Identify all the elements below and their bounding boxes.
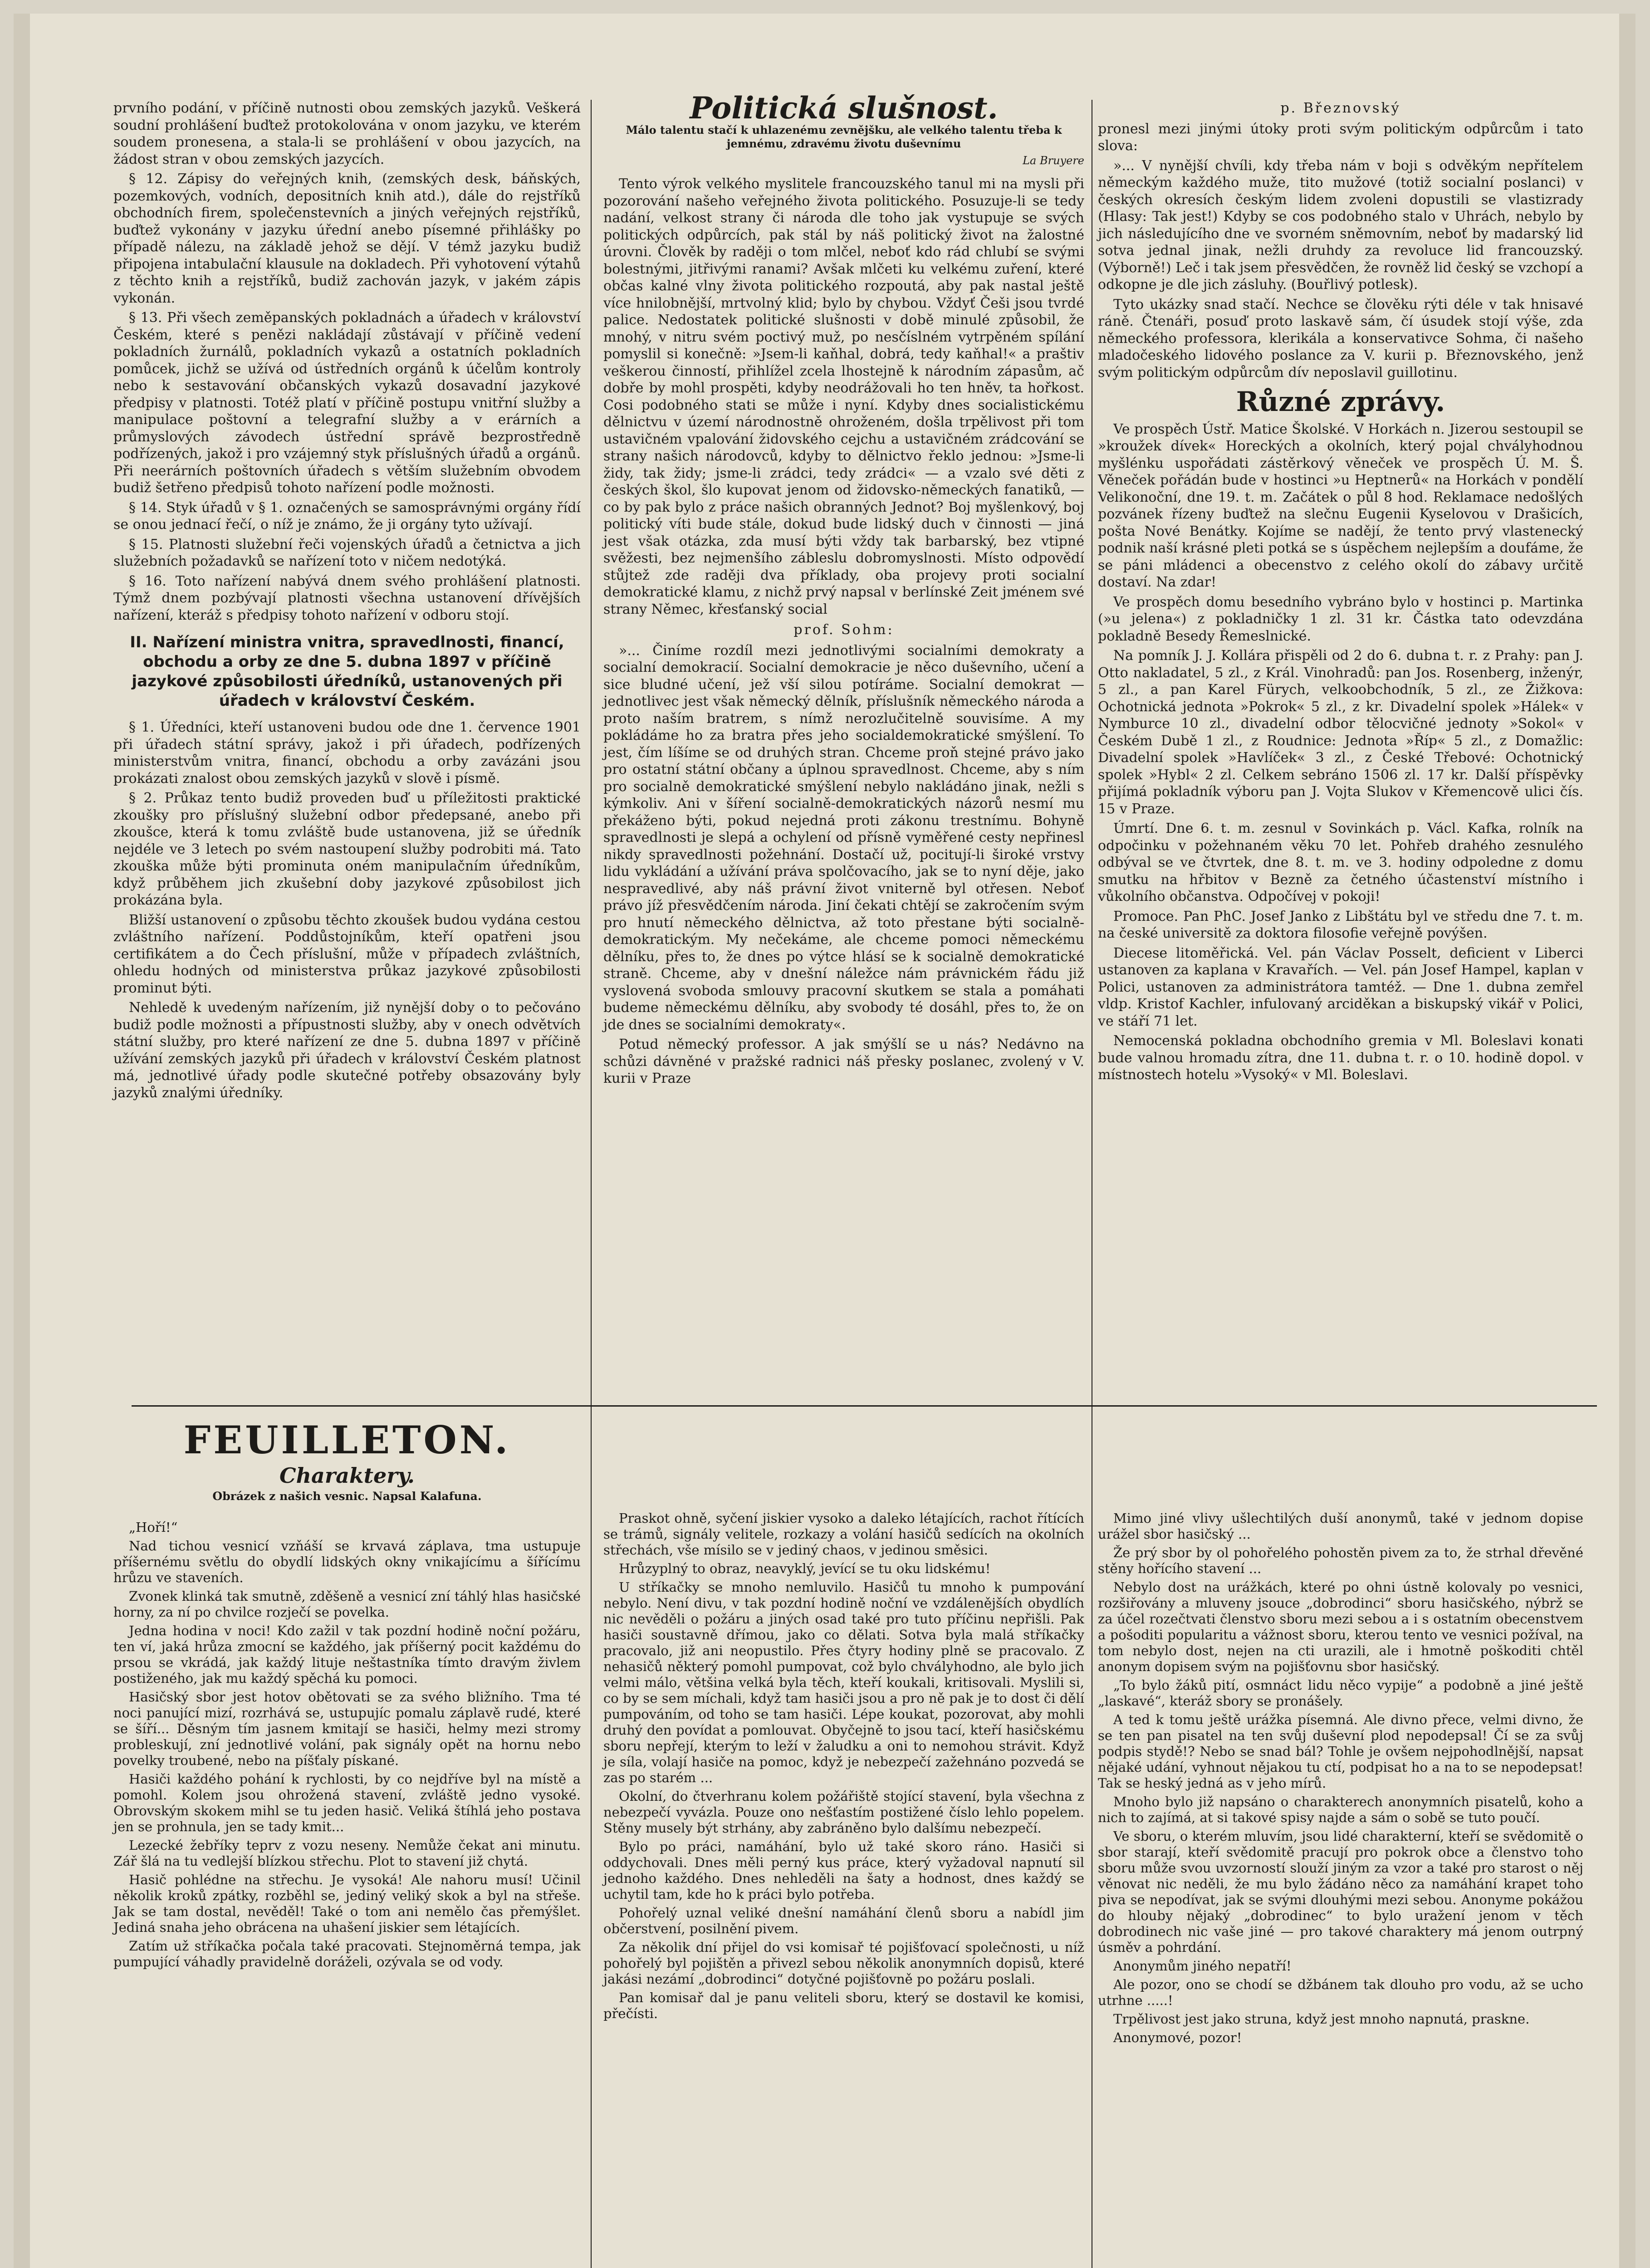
paragraph: § 16. Toto nařízení nabývá dnem svého prohlášení platnosti. Týmž dnem pozbývají platnosti všechna ustanovení dřívějších nařízení, kteráž s předpisy tohoto nařízení v odboru stojí.	[113, 573, 581, 623]
paragraph: Potud německý professor. A jak smýšlí se u nás? Nedávno na schůzi dávněné v pražské radnici náš přesky poslanec, zvolený v V. kurii v Praze	[603, 1036, 1084, 1086]
paragraph: Hasič pohlédne na střechu. Je vysoká! Ale nahoru musí! Učinil několik kroků zpátky, rozběhl se, jediný veliký skok a byl na střeše. Jak se tam dostal, nevěděl! Také o tom ani nemělo čas přemýšlet. Jediná snaha jeho obrácena na uhašení jiskier sem létajících.	[113, 1872, 581, 1935]
quoted-author: p. Březnovský	[1280, 100, 1401, 116]
paragraph: pronesl mezi jinými útoky proti svým politickým odpůrcům i tato slova:	[1098, 121, 1583, 154]
paragraph: § 12. Zápisy do veřejných knih, (zemských desk, báňských, pozemkových, vodních, depositních knih atd.), dále do rejstříků obchodních firem, společenstevních a jiných veřejných rejstříků, buďtež vykonány v jazyku úřední anebo písemné přihlášky po případě nálezu, na základě jehož se dějí. V témž jazyku budiž připojena intabulační klausule na dokladech. Při vyhotovení výtahů z těchto knih a rejstříků, budiž zachován jazyk, v jakém zápis vykonán.	[113, 171, 581, 306]
paragraph: Bylo po práci, namáhání, bylo už také skoro ráno. Hasiči si oddychovali. Dnes měli perný kus práce, který vyžadoval napnutí sil jednoho každého. Dnes nehleděli na šaty a hodnost, dnes každý se uchytil tam, kde ho k práci bylo potřeba.	[603, 1839, 1084, 1902]
paragraph: Pohořelý uznal veliké dnešní namáhání členů sboru a nabídl jim občerstvení, posilnění pivem.	[603, 1905, 1084, 1936]
paragraph: § 2. Průkaz tento budiž proveden buď u příležitosti praktické zkoušky pro příslušný služební odbor předepsané, anebo při zkoušce, která k tomu zvláště bude ustanovena, již se úředník nejdéle ve 3 letech po svém nastoupení služby podrobiti má. Tato zkouška může býti prominuta oném manipulačním úředníkům, když průběhem jich zkušební doby jazykové způsobilost jich prokázána byla.	[113, 790, 581, 908]
epigraph: Málo talentu stačí k uhlazenému zevnějšku, ale velkého talentu třeba k jemnému, zdravému životu duševnímu	[626, 123, 1062, 150]
paragraph: Anonymové, pozor!	[1113, 2030, 1242, 2045]
paragraph: Lezecké žebříky teprv z vozu neseny. Nemůže čekat ani minutu. Zář šlá na tu vedlejší blízkou střechu. Plot to stavení již chytá.	[113, 1838, 581, 1869]
paragraph: Praskot ohně, syčení jiskier vysoko a daleko létajících, rachot řítících se trámů, signály velitele, rozkazy a volání hasičů sedících na okolních střechách, vše mísilo se v jediný chaos, v jedinou směsici.	[603, 1510, 1084, 1558]
paragraph: »... Činíme rozdíl mezi jednotlivými socialními demokraty a socialní demokracií. Socialní demokracie je něco duševního, učení a sice bludné učení, jež vší silou potíráme. Socialní demokrat — jednotlivec jest však německý dělník, příslušník německého národa a proto naším bratrem, s nímž nerozlučitelně souvisíme. A my pokládáme ho za bratra přes jeho socialdemokratické smýšlení. To jest, čím líšíme se od druhých stran. Chceme proň stejné právo jako pro ostatní státní občany a úplnou spravedlnost. Chceme, aby s ním pro socialně demokratické smýšlení nebylo nakládáno jinak, nežli s kýmkoliv. Ani v šíření socialně-demokratických názorů nesmí mu překáženo býti, pokud nejedná proti zákonu trestnímu. Bohyně spravedlnosti je slepá a ochylení od přísně vyměřené cesty nepřinesl nikdy spravedlnosti požehnání. Dostačí už, pocitují-li široké vrstvy lidu vykládání a užívání práva spolčovacího, jak se to nyní děje, jako nespravedlivé, aby náš právní život vniterně byl otřesen. Neboť právo jíž přesvědčením národa. Jiní čekati chtějí se zakročením svým pro hnutí německého dělnictva, až toto přestane býti socialně-demokratickým. My nečekáme, ale chceme pomoci německému dělníku, přes to, že dnes po výtce hlásí se k socialně demokratické straně. Chceme, aby v dnešní náležce nám právnickém řádu již vyslovená svoboda smlouvy pracovní skutkem se stala a pomáhati budeme německému dělníku, aby svobody té dosáhl, přes to, že on jde dnes se socialními demokraty«.	[603, 642, 1084, 1033]
epigraph-author: La Bruyere	[1023, 154, 1084, 167]
paragraph: Za několik dní přijel do vsi komisař té pojišťovací společnosti, u níž pohořelý byl pojištěn a přivezl sebou několik anonymních dopisů, které jakási nezámí „dobrodinci“ dotyčné pojišťovně po požáru poslali.	[603, 1940, 1084, 1987]
news-section-title: Různé zprávy.	[1236, 386, 1445, 418]
news-item: Diecese litoměřická. Vel. pán Václav Posselt, deficient v Liberci ustanoven za kaplana v Kravařích. — Vel. pán Josef Hampel, kaplan v Polici, ustanoven za administrátora tamtéž. — Dne 1. dubna zemřel vldp. Kristof Kachler, infulovaný arciděkan a biskupský vikář v Polici, ve stáří 71 let.	[1098, 945, 1583, 1029]
paragraph: Ale pozor, ono se chodí se džbánem tak dlouho pro vodu, až se ucho utrhne .....!	[1098, 1977, 1583, 2008]
column-rule-1	[591, 100, 592, 2268]
decree-title: II. Nařízení ministra vnitra, spravedlnosti, financí, obchodu a orby ze dne 5. dubna 1897 v příčině jazykové způsobilosti úředníků, ustanovených při úřadech v království Českém.	[130, 633, 564, 710]
quoted-author: prof. Sohm:	[793, 622, 894, 638]
paragraph: A ted k tomu ještě urážka písemná. Ale divno přece, velmi divno, že se ten pan pisatel na ten svůj duševní plod nepodepsal! Čí se za svůj podpis stydě!? Nebo se snad bál? Tohle je ovšem nejpohodlnější, napsat nějaké udání, vyhnout nějakou tu ctí, podpisat ho a na to se nepodepsat! Tak se heský jedná as v jeho mírů.	[1098, 1712, 1583, 1791]
feuilleton-header	[113, 1418, 581, 1503]
paragraph: Pan komisař dal je panu veliteli sboru, který se dostavil ke komisi, přečísti.	[603, 1990, 1084, 2021]
column-3	[1098, 100, 1583, 1086]
paragraph: Mimo jiné vlivy ušlechtilých duší anonymů, také v jednom dopise urážel sbor hasičský ...	[1098, 1510, 1583, 1542]
article-title: Politická slušnost.	[690, 90, 998, 126]
news-item: Na pomník J. J. Kollára přispěli od 2 do 6. dubna t. r. z Prahy: pan J. Otto nakladatel, 5 zl., z Král. Vinohradů: pan Jos. Rosenberg, inženýr, 5 zl., a pan Karel Fürych, velkoobchodník, 5 zl., ze Žižkova: Ochotnická jednota »Pokrok« 5 zl., z kr. Divadelní spolek »Hálek« v Nymburce 10 zl., divadelní odbor tělocvičné jednoty »Sokol« v Českém Dubě 1 zl., z Roudnice: Jednota »Říp« 5 zl., z Domažlic: Divadelní spolek »Havlíček« 3 zl., z České Třebové: Ochotnický spolek »Hybl« 2 zl. Celkem sebráno 1506 zl. 17 kr. Další příspěvky přijímá pokladník výboru pan J. Vojta Slukov v Křemencově ulici čís. 15 v Praze.	[1098, 648, 1583, 817]
column-2	[603, 90, 1084, 1090]
paragraph: Nebylo dost na urážkách, které po ohni ústně kolovaly po vesnici, rozšiřovány a mluveny jsouce „dobrodinci“ sboru hasičského, nýbrž se za účel rozečtvati členstvo sboru mezi sebou a i s ostatním obecenstvem a pošoditi popularitu a vážnost sboru, kterou tento ve vesnici požíval, na tom nebylo dost, nejen na cti urazili, ale i hmotně poškoditi chtěl anonym dopisem svým na pojišťovnu sbor hasičský.	[1098, 1579, 1583, 1674]
news-item: Úmrtí. Dne 6. t. m. zesnul v Sovinkách p. Václ. Kafka, rolník na odpočinku v požehnaném věku 70 let. Pohřeb drahého zesnulého odbýval se ve čtvrtek, dne 8. t. m. ve 3. hodiny odpoledne z domu smutku na hřbitov v Bezně za četného účastenství místního i vůkolního občanstva. Odpočívej v pokoji!	[1098, 821, 1583, 904]
column-1	[113, 100, 581, 1104]
feuilleton-column-1	[113, 1520, 581, 1973]
news-item: Nemocenská pokladna obchodního gremia v Ml. Boleslavi konati bude valnou hromadu zítra, dne 11. dubna t. r. o 10. hodině dopol. v místnostech hotelu »Vysoký« v Ml. Boleslavi.	[1098, 1033, 1583, 1083]
paragraph: § 14. Styk úřadů v § 1. označených se samosprávnými orgány řídí se onou jednací řečí, o níž je známo, že ji orgány tyto užívají.	[113, 499, 581, 533]
paragraph: Že prý sbor by ol pohořelého pohostěn pivem za to, že strhal dřevěné stěny hořícího stavení ...	[1098, 1545, 1583, 1576]
feuilleton-byline: Obrázek z našich vesnic. Napsal Kalafuna.	[212, 1490, 482, 1503]
paragraph: „Hoří!“	[129, 1520, 178, 1535]
scan-edge-left	[14, 14, 30, 2268]
paragraph: Hasičský sbor jest hotov obětovati se za svého bližního. Tma té noci panující mizí, rozrhává se, ustupujíc pomalu záplavě rudé, které se šíří... Děsným tím jasnem kmitají se hasiči, helmy mezi stromy probleskují, zní jednotlivé volání, pak signály opět na hornu nebo povelky troubené, nebo na píšťaly pískané.	[113, 1689, 581, 1768]
paragraph: Ve sboru, o kterém mluvím, jsou lidé charakterní, kteří se svědomitě o sbor starají, kteří svědomitě pracují pro pokrok obce a členstvo toho sboru může svou uvzorností slouží jiným za vzor a také pro starost o něj věnovat nic neděli, že mu bylo žádáno něco za namáhání krapet toho piva se nepodívat, jak se svými dlouhými mezi sebou. Anonyme pokážou do hlouby nějaký „dobrodinec“ to bylo uražení jenom v těch dobrodinech nic vaše jiné — pro takové charaktery má jenom outrpný úsměv a pohrdání.	[1098, 1828, 1583, 1955]
feuilleton-rule	[132, 1405, 1597, 1407]
paragraph: Zatím už stříkačka počala také pracovati. Stejnoměrná tempa, jak pumpující váhadly pravidelně doráželi, ozývala se od vody.	[113, 1938, 581, 1970]
news-item: Promoce. Pan PhC. Josef Janko z Libštátu byl ve středu dne 7. t. m. na české universitě za doktora filosofie veřejně povýšen.	[1098, 908, 1583, 941]
news-item: Ve prospěch Ústř. Matice Školské. V Horkách n. Jizerou sestoupil se »kroužek dívek« Horeckých a okolních, který pojal chvályhodnou myšlénku uspořádati zástěrkový věneček ve prospěch Ú. M. Š. Věneček pořádán bude v hostinci »u Heptnerů« na Horkách v pondělí Velikonoční, dne 19. t. m. Začátek o půl 8 hod. Reklamace nedošlých pozvánek řízeny buďtež na slečnu Eugenii Kyselovou v Drašicích, pošta Nové Benátky. Kojíme se nadějí, že tento prvý vlastenecký podnik naší krásné pleti potká se s úspěchem nejlepším a doufáme, že se páni mládenci a obecenstvo z celého okolí do zábavy určitě dostaví. Na zdar!	[1098, 421, 1583, 590]
news-item: Ve prospěch domu besedního vybráno bylo v hostinci p. Martinka (»u jelena«) z pokladničky 1 zl. 31 kr. Částka tato odevzdána pokladně Besedy Řemeslnické.	[1098, 594, 1583, 644]
paragraph: Tento výrok velkého myslitele francouzského tanul mi na mysli při pozorování našeho veřejného života politického. Posuzuje-li se tedy nadání, velkost strany či národa dle toho jak vystupuje se svých politických odpůrcích, pak stál by náš politický život na žalostné úrovni. Člověk by raději o tom mlčel, neboť kdo rád chlubí se svými bolestnými, jitřivými ranami? Avšak mlčeti ku velkému zuření, které občas kalné vlny života politického rozpoutá, aby pak nastal ještě více hnilobnější, mrtvolný klid; bylo by chybou. Vždyť Češi jsou tvrdé palice. Nedostatek politické slušnosti v době minulé způsobil, že mnohý, v nitru svém poctivý muž, po nesčíslném vytrpěném spílání pomyslil si konečně: »Jsem-li kaňhal, dobrá, tedy kaňhal!« a praštiv veškerou činností, přihlížel zcela lhostejně k národním zápasům, ač dobře by mohl prospěti, kdyby neodrážovali ho ten hněv, ta hořkost. Cosi podobného stati se může i nyní. Kdyby dnes socialistickému dělnictvu v území národnostně ohroženém, došla trpělivost při tom ustavičném vpalování židovského cejchu a ustavičném zrádcování se strany našich národovců, kdyby to dělnictvo řeklo jednou: »Jsme-li židy, tak židy; jsme-li zrádci, tedy zrádci« — a vzalo své děti z českých škol, šlo kupovat jenom od židovsko-německých fanatiků, — co by pak bylo z práce našich obranných Jednot? Boj myšlenkový, boj politický víti bude stále, dokud bude lidský duch v činnosti — jiná jest však otázka, zda musí býti vždy tak barbarský, bez vtipné svěžesti, bez nejmenšího zábleslu dobromyslnosti. Místo odpovědí stůjtež zde raději dva příklady, oba projevy proti socialní demokratické klamu, z nichž prvý napsal v berlínské Zeit jménem své strany Němec, křesťanský social	[603, 176, 1084, 617]
paragraph: Hrůzyplný to obraz, neavyklý, jevící se tu oku lidskému!	[619, 1561, 991, 1576]
paragraph: U stříkačky se mnoho nemluvilo. Hasičů tu mnoho k pumpování nebylo. Není divu, v tak pozdní hodině noční ve vzdálenějších obydlích nic nevěděli o požáru a jiných osad také pro tuto příčinu nepřišli. Pak hasiči soustavně dřímou, jako co dělati. Sotva byla malá stříkačky pracovalo, již ani neopustilo. Přes čtyry hodiny plně se pracovalo. Z nehasičů některý pomohl pumpovat, což bylo chvályhodno, ale bylo jich velmi málo, většina velká byla těch, kteří koukali, kritisovali. Myslili si, co by se sem míchali, když tam hasiči jsou a pro ně pak je to dost či dělí pumpováním, od toho se tam hasiči. Lépe koukat, pozorovat, aby mohli druhý den povídat a pomlouvat. Obyčejně to jsou tací, kteří hasičskému sboru nepřejí, kterým to leží v žaludku a oni to nemohou strávit. Když je síla, volají hasiče na pomoc, když je nebezpečí zažehnáno pozvedá se zas po starém ...	[603, 1579, 1084, 1785]
paragraph: § 15. Platnosti služební řeči vojenských úřadů a četnictva a jich služebních požadavků se nařízení toto v ničem nedotýká.	[113, 536, 581, 569]
paragraph: Trpělivost jest jako struna, když jest mnoho napnutá, praskne.	[1113, 2011, 1530, 2027]
paragraph: Bližší ustanovení o způsobu těchto zkoušek budou vydána cestou zvláštního nařízení. Poddůstojníkům, kteří opatřeni jsou certifikátem a do Čech příslušní, může v případech zvláštních, ohledu hodných od ministerstva průkaz jazykové způsobilosti prominut býti.	[113, 912, 581, 996]
paragraph: Zvonek klinká tak smutně, zděšeně a vesnicí zní táhlý hlas hasičské horny, za ní po chvilce rozječí se povelka.	[113, 1589, 581, 1620]
scan-edge-right	[1619, 14, 1635, 2268]
feuilleton-subtitle: Charaktery.	[279, 1463, 415, 1488]
paragraph: prvního podání, v příčině nutnosti obou zemských jazyků. Veškerá soudní prohlášení buďtež protokolována v onom jazyku, ve kterém soudem pronesena, a stala-li se prohlášení v obou jazycích, na žádost stran v obou zemských jazycích.	[113, 100, 581, 167]
paragraph: Anonymům jiného nepatří!	[1113, 1958, 1292, 1974]
paragraph: Nad tichou vesnicí vzňáší se krvavá záplava, tma ustupuje příšernému světlu do obydlí lidských okny vnikajícímu a šířícímu hrůzu ve staveních.	[113, 1538, 581, 1585]
paragraph: Jedna hodina v noci! Kdo zažil v tak pozdní hodině noční požáru, ten ví, jaká hrůza zmocní se každého, jak příšerný pocit každému do prsou se vkrádá, jak každý lituje neštastníka tímto dravým živlem postiženého, jak mu každý spěchá ku pomoci.	[113, 1623, 581, 1686]
paragraph: Mnoho bylo již napsáno o charakterech anonymních pisatelů, koho a nich to zajímá, at si takové spisy najde a sám o sobě se tuto poučí.	[1098, 1794, 1583, 1825]
paragraph: „To bylo žáků pití, osmnáct lidu něco vypije“ a podobně a jiné ještě „laskavé“, kteráž sbory se pronášely.	[1098, 1677, 1583, 1709]
paragraph: § 13. Při všech zeměpanských pokladnách a úřadech v království Českém, které s penězi nakládají zůstávají v příčině vedení pokladních žurnálů, pokladních vykazů a ostatních pokladních pomůcek, jichž se užívá od ústředních orgánů k účelům kontroly nebo k sestavování občanských vykazů dosavadní jazykové předpisy v platnosti. Totéž platí v příčině postupu vnitřní služby a manipulace poštovní a telegrafní služby a v erárních a průmyslových závodech ústřední správě bezprostředně podřízených, jakož i pro vzájemný styk příslušných úřadů a orgánů. Při neerárních poštovních úřadech s větším služebním obvodem budiž šetřeno předpisů tohoto nařízení podle možnosti.	[113, 310, 581, 496]
feuilleton-column-3	[1098, 1510, 1583, 2048]
feuilleton-title: FEUILLETON.	[183, 1418, 511, 1462]
paragraph: Okolní, do čtverhranu kolem požářiště stojící stavení, byla všechna z nebezpečí vyvázla. Pouze ono nešťastím postižené číslo lehlo popelem. Stěny musely být strhány, aby zabráněno bylo dalšímu nebezpečí.	[603, 1789, 1084, 1836]
paragraph: § 1. Úředníci, kteří ustanoveni budou ode dne 1. července 1901 při úřadech státní správy, jakož i při úřadech, podřízených ministerstvům vnitra, financí, obchodu a orby zavázáni jsou prokázati znalost obou zemských jazyků v slově i písmě.	[113, 719, 581, 787]
paragraph: Nehledě k uvedeným nařízením, již nynější doby o to pečováno budiž podle možnosti a přípustnosti služby, aby v onech odvětvích státní služby, pro které nařízení ze dne 5. dubna 1897 v příčině užívání zemských jazyků při úřadech v království Českém platnost má, jednotlivé úřady podle skutečné potřeby obsazovány byly jazyků znalými úředníky.	[113, 1000, 581, 1101]
feuilleton-column-2	[603, 1510, 1084, 2024]
paragraph: »... V nynější chvíli, kdy třeba nám v boji s odvěkým nepřítelem německým každého muže, tito mužové (totiž socialní poslanci) v českých okresích českým lidem zvoleni dopustili se vlastizrady (Hlasy: Tak jest!) Kdyby se cos podobného stalo v Uhrách, nebylo by jich následujícího dne ve svorném sněmovním, neboť by madarský lid sotva jednal jinak, nežli druhdy za revoluce lid francouzský. (Výborně!) Leč i tak jsem přesvědčen, že rovněž lid český se vzchopí a odkopne je dle jich zásluhy. (Bouřlivý potlesk).	[1098, 157, 1583, 293]
paragraph: Hasiči každého pohání k rychlosti, by co nejdříve byl na místě a pomohl. Kolem jsou ohrožená stavení, zvláště jedno vysoké. Obrovským skokem mihl se tu jeden hasič. Veliká štíhlá jeho postava jen se prohnula, jen se tady kmit...	[113, 1771, 581, 1834]
paragraph: Tyto ukázky snad stačí. Nechce se člověku rýti déle v tak hnisavé ráně. Čtenáři, posuď proto laskavě sám, čí úsudek stojí výše, zda německého professora, klerikála a konservativce Sohma, či našeho mladočeského lidového poslance za V. kurii p. Březnovského, jenž svým politickým odpůrcům dív neposlavil guillotinu.	[1098, 296, 1583, 381]
